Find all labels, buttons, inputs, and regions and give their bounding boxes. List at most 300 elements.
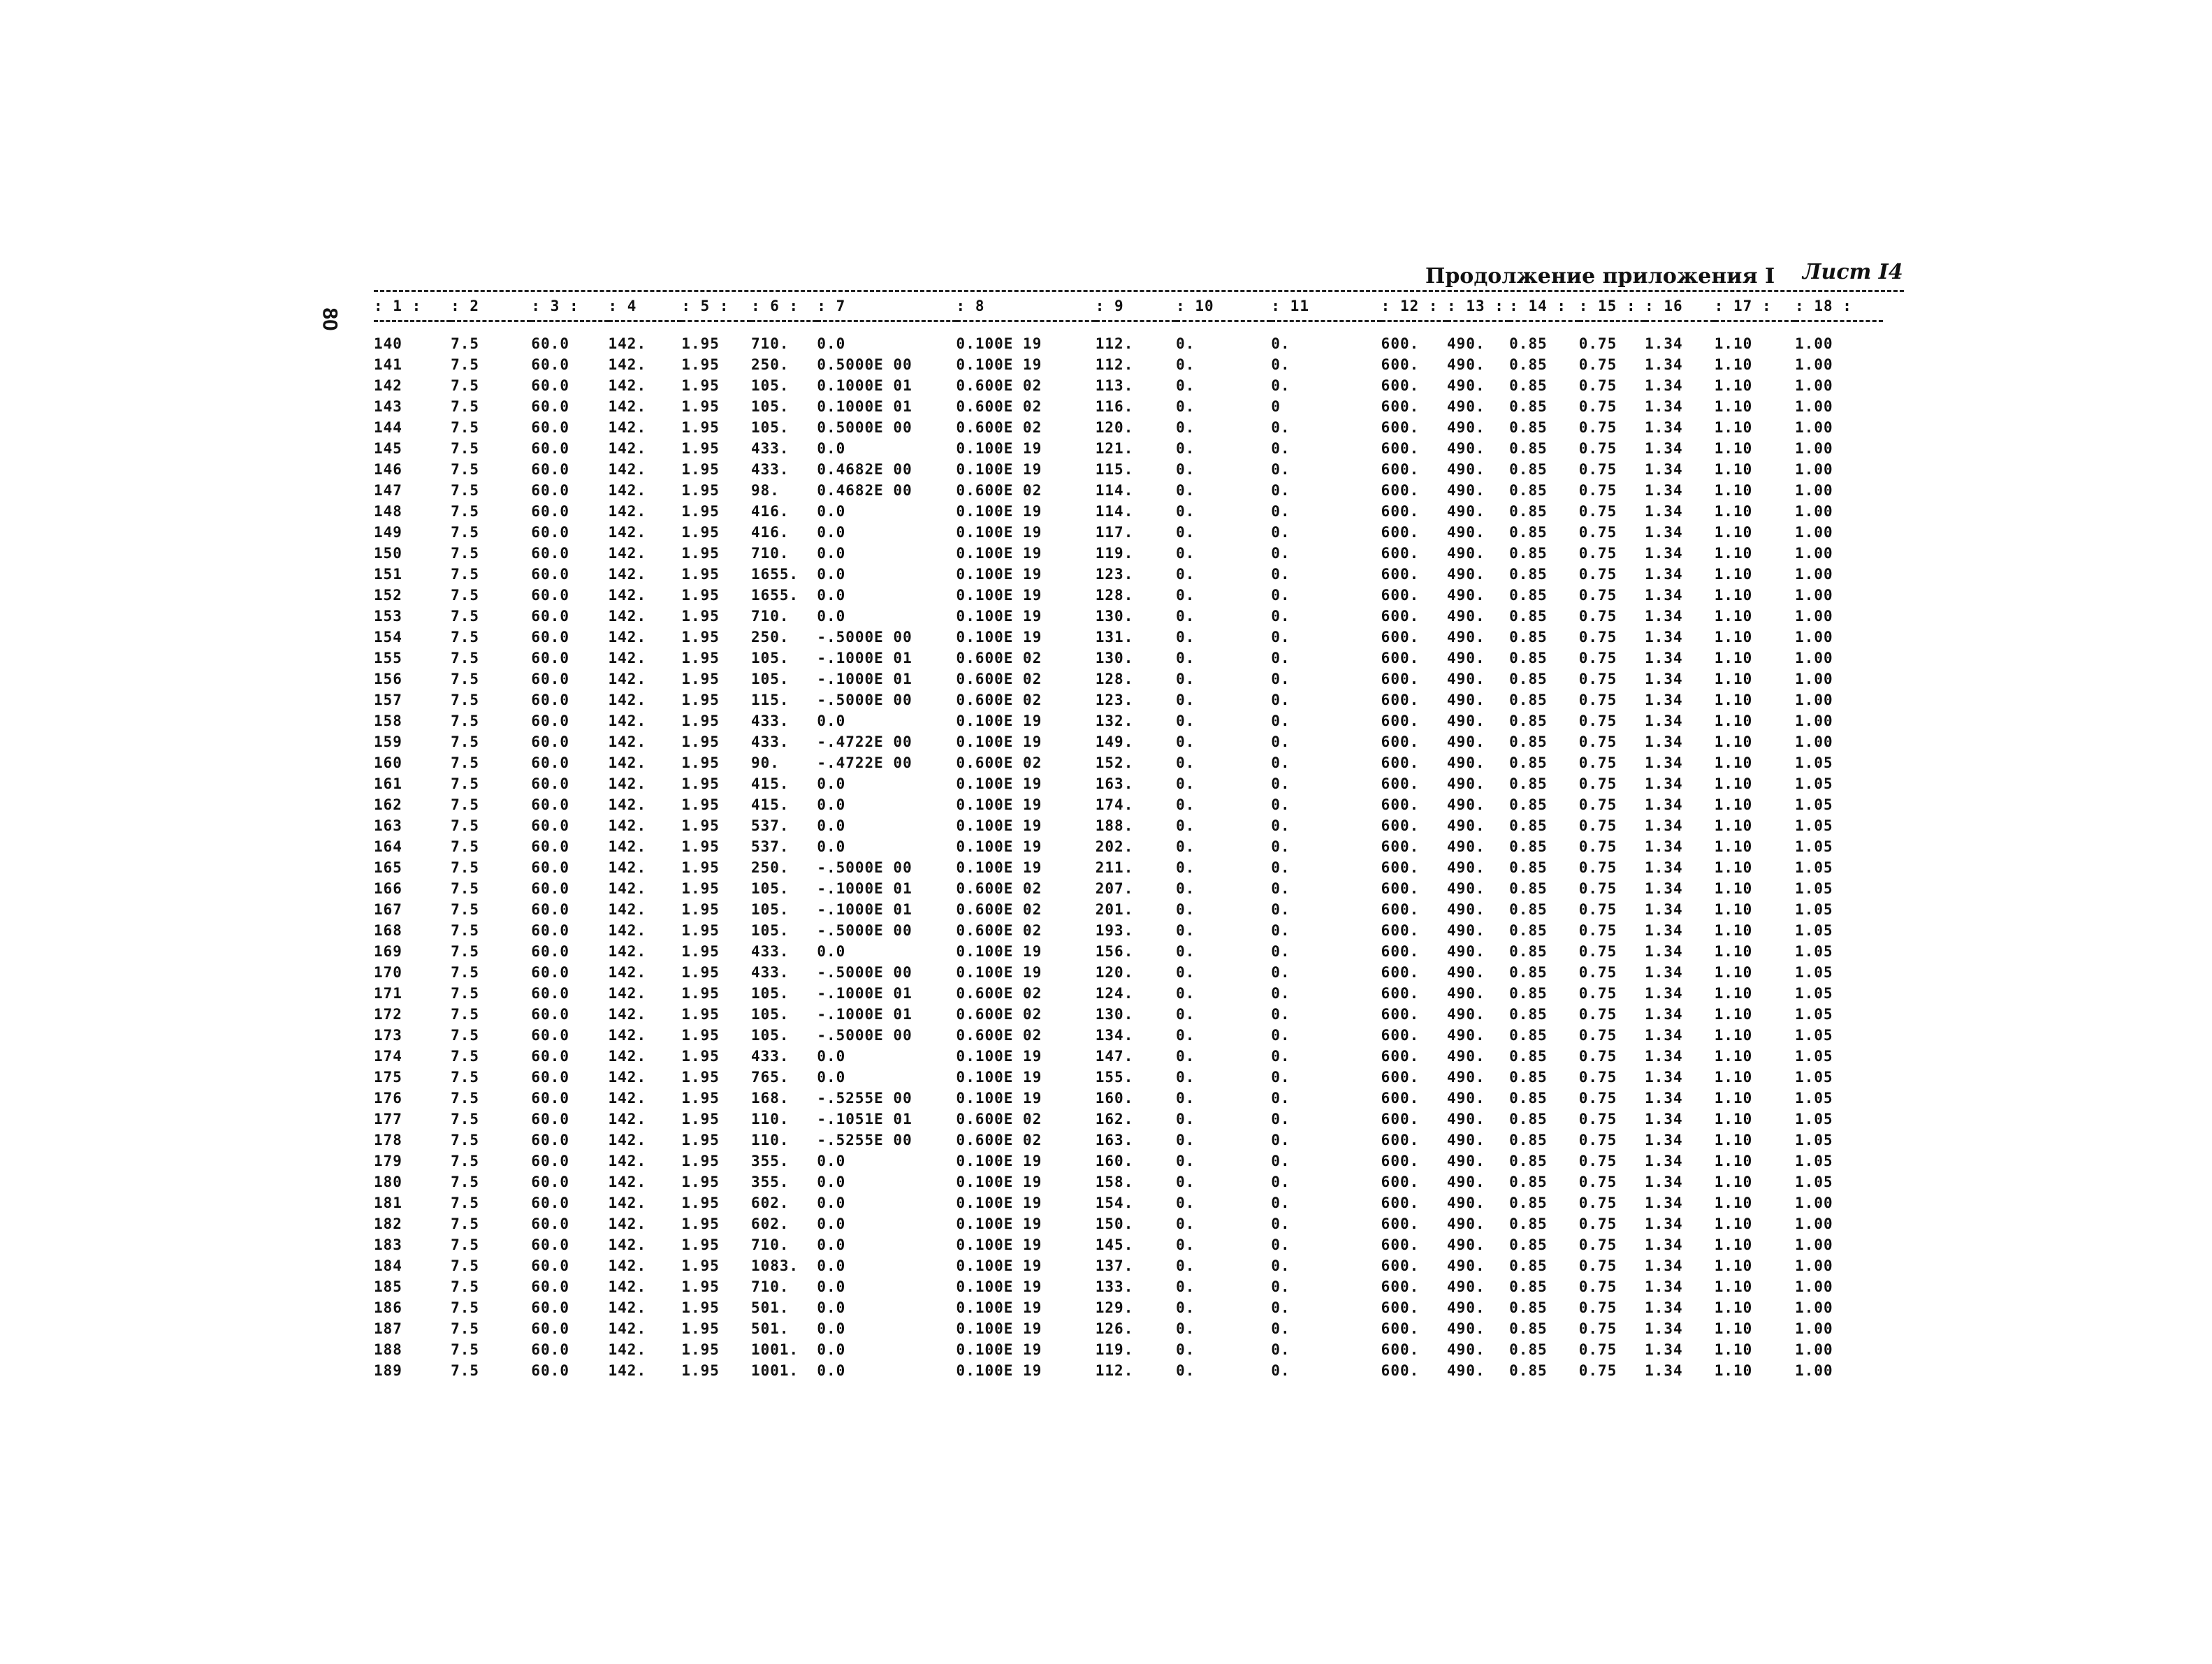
table-cell-col-14: 0.85: [1509, 629, 1548, 645]
table-cell-col-8: 0.100E 19: [956, 335, 1042, 352]
table-cell-col-5: 1.95: [681, 1111, 720, 1127]
table-cell-col-3: 60.0: [531, 1362, 569, 1379]
table-cell-col-6: 710.: [750, 1236, 790, 1253]
table-cell-col-10: 0.: [1176, 1195, 1195, 1211]
table-cell-col-11: 0.: [1271, 587, 1290, 604]
table-cell-col-4: 142.: [608, 587, 647, 604]
table-cell-col-11: 0.: [1271, 1362, 1290, 1379]
table-cell-col-8: 0.600E 02: [956, 692, 1042, 708]
table-cell-col-14: 0.85: [1509, 1257, 1548, 1274]
table-cell-col-7: 0.0: [817, 1278, 846, 1295]
table-cell-col-16: 1.34: [1645, 713, 1683, 729]
table-cell-col-4: 142.: [608, 859, 647, 876]
table-cell-col-15: 0.75: [1578, 1278, 1617, 1295]
table-cell-col-7: 0.0: [817, 440, 846, 457]
table-cell-col-3: 60.0: [531, 1216, 569, 1232]
table-cell-col-14: 0.85: [1509, 1153, 1548, 1169]
table-cell-col-3: 60.0: [531, 734, 569, 750]
table-cell-col-10: 0.: [1176, 817, 1195, 834]
table-cell-col-18: 1.00: [1795, 566, 1833, 583]
table-cell-col-9: 130.: [1095, 608, 1134, 625]
table-cell-col-12: 600.: [1381, 734, 1420, 750]
table-cell-col-13: 490.: [1447, 377, 1485, 394]
table-cell-col-18: 1.05: [1795, 1006, 1833, 1023]
table-cell-col-2: 7.5: [451, 985, 480, 1002]
table-cell-col-18: 1.05: [1795, 1090, 1833, 1107]
table-cell-col-17: 1.10: [1714, 775, 1753, 792]
table-cell-col-1: 162: [374, 796, 402, 813]
table-cell-col-7: 0.0: [817, 1299, 846, 1316]
table-cell-col-5: 1.95: [681, 775, 720, 792]
table-cell-col-3: 60.0: [531, 692, 569, 708]
table-cell-col-3: 60.0: [531, 1299, 569, 1316]
table-cell-col-7: -.1000E 01: [817, 671, 912, 687]
table-cell-col-5: 1.95: [681, 587, 720, 604]
table-cell-col-3: 60.0: [531, 608, 569, 625]
table-cell-col-15: 0.75: [1578, 713, 1617, 729]
table-cell-col-15: 0.75: [1578, 859, 1617, 876]
table-cell-col-14: 0.85: [1509, 503, 1548, 520]
column-header-4: : 4: [608, 298, 637, 314]
table-cell-col-1: 151: [374, 566, 402, 583]
table-cell-col-8: 0.600E 02: [956, 880, 1042, 897]
table-cell-col-12: 600.: [1381, 1132, 1420, 1148]
table-cell-col-16: 1.34: [1645, 817, 1683, 834]
table-cell-col-9: 156.: [1095, 943, 1134, 960]
table-cell-col-18: 1.05: [1795, 922, 1833, 939]
table-cell-col-7: 0.0: [817, 503, 846, 520]
table-cell-col-17: 1.10: [1714, 461, 1753, 478]
table-cell-col-10: 0.: [1176, 398, 1195, 415]
table-row: [374, 752, 1883, 773]
table-cell-col-7: 0.0: [817, 1236, 846, 1253]
table-cell-col-6: 355.: [750, 1174, 790, 1190]
table-cell-col-9: 114.: [1095, 503, 1134, 520]
table-cell-col-16: 1.34: [1645, 1362, 1683, 1379]
table-cell-col-18: 1.00: [1795, 503, 1833, 520]
table-cell-col-6: 105.: [750, 671, 790, 687]
table-cell-col-6: 105.: [750, 377, 790, 394]
table-cell-col-16: 1.34: [1645, 482, 1683, 499]
table-cell-col-10: 0.: [1176, 1027, 1195, 1044]
table-cell-col-6: 110.: [750, 1111, 790, 1127]
table-cell-col-4: 142.: [608, 817, 647, 834]
table-cell-col-5: 1.95: [681, 1341, 720, 1358]
table-cell-col-1: 171: [374, 985, 402, 1002]
table-cell-col-8: 0.100E 19: [956, 817, 1042, 834]
table-cell-col-5: 1.95: [681, 335, 720, 352]
table-cell-col-15: 0.75: [1578, 1216, 1617, 1232]
table-cell-col-2: 7.5: [451, 922, 480, 939]
table-cell-col-12: 600.: [1381, 398, 1420, 415]
table-cell-col-14: 0.85: [1509, 1132, 1548, 1148]
table-cell-col-9: 116.: [1095, 398, 1134, 415]
table-cell-col-13: 490.: [1447, 440, 1485, 457]
table-cell-col-15: 0.75: [1578, 356, 1617, 373]
table-cell-col-17: 1.10: [1714, 1216, 1753, 1232]
table-cell-col-2: 7.5: [451, 1069, 480, 1086]
table-cell-col-5: 1.95: [681, 1132, 720, 1148]
table-cell-col-4: 142.: [608, 671, 647, 687]
table-cell-col-8: 0.100E 19: [956, 524, 1042, 541]
table-cell-col-5: 1.95: [681, 398, 720, 415]
table-cell-col-15: 0.75: [1578, 1006, 1617, 1023]
table-cell-col-18: 1.00: [1795, 1341, 1833, 1358]
table-cell-col-13: 490.: [1447, 671, 1485, 687]
table-cell-col-5: 1.95: [681, 461, 720, 478]
table-cell-col-11: 0.: [1271, 1195, 1290, 1211]
table-cell-col-15: 0.75: [1578, 335, 1617, 352]
table-cell-col-7: 0.0: [817, 587, 846, 604]
table-cell-col-13: 490.: [1447, 1362, 1485, 1379]
table-row: [374, 459, 1883, 480]
table-cell-col-7: 0.0: [817, 1320, 846, 1337]
table-row: [374, 564, 1883, 585]
table-cell-col-4: 142.: [608, 838, 647, 855]
table-cell-col-17: 1.10: [1714, 1048, 1753, 1065]
table-row: [374, 1046, 1883, 1067]
table-cell-col-15: 0.75: [1578, 650, 1617, 666]
table-cell-col-16: 1.34: [1645, 922, 1683, 939]
table-cell-col-6: 710.: [750, 335, 790, 352]
table-cell-col-6: 105.: [750, 880, 790, 897]
table-cell-col-16: 1.34: [1645, 419, 1683, 436]
table-cell-col-17: 1.10: [1714, 1132, 1753, 1148]
table-cell-col-12: 600.: [1381, 671, 1420, 687]
table-cell-col-18: 1.05: [1795, 1048, 1833, 1065]
table-cell-col-6: 250.: [750, 629, 790, 645]
table-cell-col-6: 537.: [750, 838, 790, 855]
table-row: [374, 417, 1883, 438]
table-cell-col-12: 600.: [1381, 377, 1420, 394]
table-cell-col-5: 1.95: [681, 1320, 720, 1337]
table-cell-col-3: 60.0: [531, 880, 569, 897]
table-cell-col-8: 0.100E 19: [956, 1174, 1042, 1190]
table-cell-col-17: 1.10: [1714, 859, 1753, 876]
table-row: [374, 1234, 1883, 1255]
table-cell-col-7: 0.0: [817, 713, 846, 729]
table-cell-col-11: 0.: [1271, 1132, 1290, 1148]
table-cell-col-7: 0.0: [817, 1069, 846, 1086]
table-cell-col-8: 0.600E 02: [956, 671, 1042, 687]
table-cell-col-9: 128.: [1095, 671, 1134, 687]
table-cell-col-3: 60.0: [531, 1027, 569, 1044]
table-cell-col-10: 0.: [1176, 1069, 1195, 1086]
table-cell-col-12: 600.: [1381, 440, 1420, 457]
table-cell-col-8: 0.600E 02: [956, 985, 1042, 1002]
table-cell-col-16: 1.34: [1645, 356, 1683, 373]
table-cell-col-15: 0.75: [1578, 1111, 1617, 1127]
table-cell-col-7: -.5255E 00: [817, 1090, 912, 1107]
table-cell-col-6: 537.: [750, 817, 790, 834]
table-cell-col-10: 0.: [1176, 587, 1195, 604]
table-cell-col-17: 1.10: [1714, 566, 1753, 583]
table-cell-col-16: 1.34: [1645, 985, 1683, 1002]
table-cell-col-14: 0.85: [1509, 754, 1548, 771]
table-cell-col-2: 7.5: [451, 713, 480, 729]
table-row: [374, 815, 1883, 836]
table-cell-col-10: 0.: [1176, 377, 1195, 394]
table-cell-col-1: 140: [374, 335, 402, 352]
table-cell-col-12: 600.: [1381, 1195, 1420, 1211]
table-cell-col-18: 1.00: [1795, 419, 1833, 436]
table-cell-col-14: 0.85: [1509, 943, 1548, 960]
table-row: [374, 1172, 1883, 1192]
table-cell-col-9: 188.: [1095, 817, 1134, 834]
table-cell-col-2: 7.5: [451, 356, 480, 373]
table-cell-col-5: 1.95: [681, 440, 720, 457]
table-cell-col-17: 1.10: [1714, 1153, 1753, 1169]
table-cell-col-13: 490.: [1447, 1299, 1485, 1316]
table-cell-col-14: 0.85: [1509, 1090, 1548, 1107]
table-cell-col-5: 1.95: [681, 524, 720, 541]
table-cell-col-9: 145.: [1095, 1236, 1134, 1253]
table-cell-col-4: 142.: [608, 1299, 647, 1316]
table-cell-col-12: 600.: [1381, 1341, 1420, 1358]
table-cell-col-13: 490.: [1447, 1320, 1485, 1337]
table-cell-col-6: 416.: [750, 524, 790, 541]
table-cell-col-11: 0.: [1271, 692, 1290, 708]
table-cell-col-6: 105.: [750, 985, 790, 1002]
table-row: [374, 1339, 1883, 1360]
table-cell-col-16: 1.34: [1645, 503, 1683, 520]
appendix-title: Продолжение приложения I: [1425, 264, 1775, 289]
table-cell-col-5: 1.95: [681, 650, 720, 666]
table-cell-col-13: 490.: [1447, 1236, 1485, 1253]
table-cell-col-18: 1.00: [1795, 1320, 1833, 1337]
table-cell-col-2: 7.5: [451, 1362, 480, 1379]
table-row: [374, 857, 1883, 878]
table-cell-col-9: 158.: [1095, 1174, 1134, 1190]
column-header-16: : 16: [1645, 298, 1683, 314]
table-cell-col-7: 0.0: [817, 796, 846, 813]
table-cell-col-12: 600.: [1381, 1278, 1420, 1295]
column-header-9: : 9: [1095, 298, 1124, 314]
table-cell-col-1: 144: [374, 419, 402, 436]
table-cell-col-7: 0.0: [817, 1048, 846, 1065]
table-cell-col-8: 0.600E 02: [956, 419, 1042, 436]
table-cell-col-17: 1.10: [1714, 608, 1753, 625]
table-row: [374, 920, 1883, 941]
table-cell-col-4: 142.: [608, 964, 647, 981]
table-cell-col-13: 490.: [1447, 503, 1485, 520]
table-cell-col-12: 600.: [1381, 482, 1420, 499]
table-cell-col-14: 0.85: [1509, 964, 1548, 981]
table-cell-col-17: 1.10: [1714, 482, 1753, 499]
table-cell-col-17: 1.10: [1714, 1341, 1753, 1358]
table-cell-col-16: 1.34: [1645, 1216, 1683, 1232]
table-cell-col-9: 132.: [1095, 713, 1134, 729]
table-cell-col-10: 0.: [1176, 566, 1195, 583]
table-cell-col-10: 0.: [1176, 671, 1195, 687]
table-row: [374, 1255, 1883, 1276]
table-cell-col-14: 0.85: [1509, 985, 1548, 1002]
table-cell-col-8: 0.100E 19: [956, 1257, 1042, 1274]
table-cell-col-12: 600.: [1381, 964, 1420, 981]
column-header-18: : 18 :: [1795, 298, 1852, 314]
table-cell-col-10: 0.: [1176, 419, 1195, 436]
table-cell-col-4: 142.: [608, 461, 647, 478]
table-cell-col-12: 600.: [1381, 566, 1420, 583]
table-cell-col-18: 1.00: [1795, 398, 1833, 415]
table-cell-col-11: 0.: [1271, 1320, 1290, 1337]
table-cell-col-14: 0.85: [1509, 1048, 1548, 1065]
table-cell-col-2: 7.5: [451, 566, 480, 583]
column-header-5: : 5 :: [681, 298, 729, 314]
table-cell-col-1: 178: [374, 1132, 402, 1148]
table-cell-col-8: 0.100E 19: [956, 1236, 1042, 1253]
column-header-11: : 11: [1271, 298, 1309, 314]
table-cell-col-2: 7.5: [451, 1257, 480, 1274]
table-row: [374, 1004, 1883, 1025]
table-cell-col-14: 0.85: [1509, 419, 1548, 436]
table-cell-col-18: 1.00: [1795, 482, 1833, 499]
table-cell-col-15: 0.75: [1578, 1320, 1617, 1337]
table-cell-col-7: 0.4682E 00: [817, 482, 912, 499]
table-cell-col-13: 490.: [1447, 1090, 1485, 1107]
table-cell-col-9: 123.: [1095, 692, 1134, 708]
table-cell-col-7: -.1000E 01: [817, 985, 912, 1002]
table-cell-col-16: 1.34: [1645, 1132, 1683, 1148]
table-cell-col-4: 142.: [608, 503, 647, 520]
table-cell-col-1: 157: [374, 692, 402, 708]
table-cell-col-17: 1.10: [1714, 1090, 1753, 1107]
table-cell-col-11: 0.: [1271, 1299, 1290, 1316]
table-body: [374, 325, 1883, 1381]
table-cell-col-5: 1.95: [681, 692, 720, 708]
table-cell-col-10: 0.: [1176, 1257, 1195, 1274]
table-row: [374, 480, 1883, 501]
table-cell-col-13: 490.: [1447, 713, 1485, 729]
table-cell-col-9: 160.: [1095, 1090, 1134, 1107]
table-cell-col-10: 0.: [1176, 922, 1195, 939]
table-cell-col-15: 0.75: [1578, 419, 1617, 436]
table-row: [374, 375, 1883, 396]
table-cell-col-15: 0.75: [1578, 880, 1617, 897]
table-cell-col-4: 142.: [608, 1174, 647, 1190]
table-cell-col-8: 0.100E 19: [956, 838, 1042, 855]
table-cell-col-5: 1.95: [681, 1090, 720, 1107]
table-cell-col-17: 1.10: [1714, 692, 1753, 708]
table-cell-col-4: 142.: [608, 1257, 647, 1274]
table-cell-col-12: 600.: [1381, 1320, 1420, 1337]
table-cell-col-3: 60.0: [531, 524, 569, 541]
table-cell-col-16: 1.34: [1645, 943, 1683, 960]
table-cell-col-15: 0.75: [1578, 775, 1617, 792]
table-cell-col-15: 0.75: [1578, 985, 1617, 1002]
table-cell-col-4: 142.: [608, 754, 647, 771]
table-cell-col-6: 1655.: [750, 587, 799, 604]
table-cell-col-12: 600.: [1381, 754, 1420, 771]
table-cell-col-15: 0.75: [1578, 608, 1617, 625]
table-cell-col-13: 490.: [1447, 1341, 1485, 1358]
table-cell-col-6: 1083.: [750, 1257, 799, 1274]
table-cell-col-2: 7.5: [451, 482, 480, 499]
table-cell-col-3: 60.0: [531, 922, 569, 939]
table-cell-col-5: 1.95: [681, 838, 720, 855]
table-cell-col-12: 600.: [1381, 356, 1420, 373]
table-cell-col-7: -.5000E 00: [817, 964, 912, 981]
table-cell-col-18: 1.00: [1795, 440, 1833, 457]
table-cell-col-1: 186: [374, 1299, 402, 1316]
table-cell-col-15: 0.75: [1578, 377, 1617, 394]
table-cell-col-17: 1.10: [1714, 587, 1753, 604]
table-cell-col-2: 7.5: [451, 461, 480, 478]
table-cell-col-17: 1.10: [1714, 1174, 1753, 1190]
table-cell-col-8: 0.600E 02: [956, 482, 1042, 499]
table-cell-col-15: 0.75: [1578, 964, 1617, 981]
table-cell-col-13: 490.: [1447, 1153, 1485, 1169]
table-cell-col-5: 1.95: [681, 482, 720, 499]
table-cell-col-12: 600.: [1381, 503, 1420, 520]
table-cell-col-7: 0.0: [817, 1195, 846, 1211]
table-row: [374, 710, 1883, 731]
table-cell-col-9: 160.: [1095, 1153, 1134, 1169]
table-cell-col-14: 0.85: [1509, 880, 1548, 897]
table-cell-col-12: 600.: [1381, 775, 1420, 792]
table-cell-col-8: 0.600E 02: [956, 1006, 1042, 1023]
table-cell-col-1: 145: [374, 440, 402, 457]
table-cell-col-3: 60.0: [531, 566, 569, 583]
table-cell-col-18: 1.00: [1795, 1299, 1833, 1316]
table-cell-col-7: 0.0: [817, 1341, 846, 1358]
table-cell-col-13: 490.: [1447, 754, 1485, 771]
table-cell-col-1: 159: [374, 734, 402, 750]
table-cell-col-10: 0.: [1176, 859, 1195, 876]
table-cell-col-11: 0.: [1271, 1111, 1290, 1127]
table-cell-col-18: 1.05: [1795, 754, 1833, 771]
table-cell-col-1: 160: [374, 754, 402, 771]
table-cell-col-17: 1.10: [1714, 524, 1753, 541]
table-cell-col-8: 0.600E 02: [956, 650, 1042, 666]
table-cell-col-9: 131.: [1095, 629, 1134, 645]
table-cell-col-3: 60.0: [531, 1174, 569, 1190]
table-cell-col-14: 0.85: [1509, 1216, 1548, 1232]
table-cell-col-13: 490.: [1447, 629, 1485, 645]
table-cell-col-4: 142.: [608, 796, 647, 813]
table-cell-col-9: 147.: [1095, 1048, 1134, 1065]
column-header-8: : 8: [956, 298, 985, 314]
table-cell-col-6: 415.: [750, 775, 790, 792]
table-cell-col-9: 130.: [1095, 650, 1134, 666]
table-cell-col-9: 112.: [1095, 1362, 1134, 1379]
table-cell-col-2: 7.5: [451, 671, 480, 687]
table-cell-col-16: 1.34: [1645, 671, 1683, 687]
table-cell-col-17: 1.10: [1714, 671, 1753, 687]
table-cell-col-6: 602.: [750, 1195, 790, 1211]
table-cell-col-2: 7.5: [451, 1195, 480, 1211]
table-cell-col-12: 600.: [1381, 1257, 1420, 1274]
table-cell-col-4: 142.: [608, 1320, 647, 1337]
table-cell-col-10: 0.: [1176, 1362, 1195, 1379]
table-cell-col-5: 1.95: [681, 1027, 720, 1044]
table-cell-col-5: 1.95: [681, 985, 720, 1002]
table-cell-col-1: 158: [374, 713, 402, 729]
table-cell-col-11: 0.: [1271, 1048, 1290, 1065]
table-cell-col-13: 490.: [1447, 356, 1485, 373]
table-cell-col-8: 0.600E 02: [956, 1027, 1042, 1044]
table-cell-col-6: 433.: [750, 461, 790, 478]
table-cell-col-18: 1.00: [1795, 629, 1833, 645]
table-cell-col-3: 60.0: [531, 1048, 569, 1065]
table-cell-col-3: 60.0: [531, 754, 569, 771]
table-cell-col-13: 490.: [1447, 650, 1485, 666]
table-cell-col-9: 193.: [1095, 922, 1134, 939]
table-cell-col-11: 0.: [1271, 419, 1290, 436]
table-cell-col-5: 1.95: [681, 734, 720, 750]
table-cell-col-8: 0.100E 19: [956, 503, 1042, 520]
table-cell-col-6: 105.: [750, 398, 790, 415]
